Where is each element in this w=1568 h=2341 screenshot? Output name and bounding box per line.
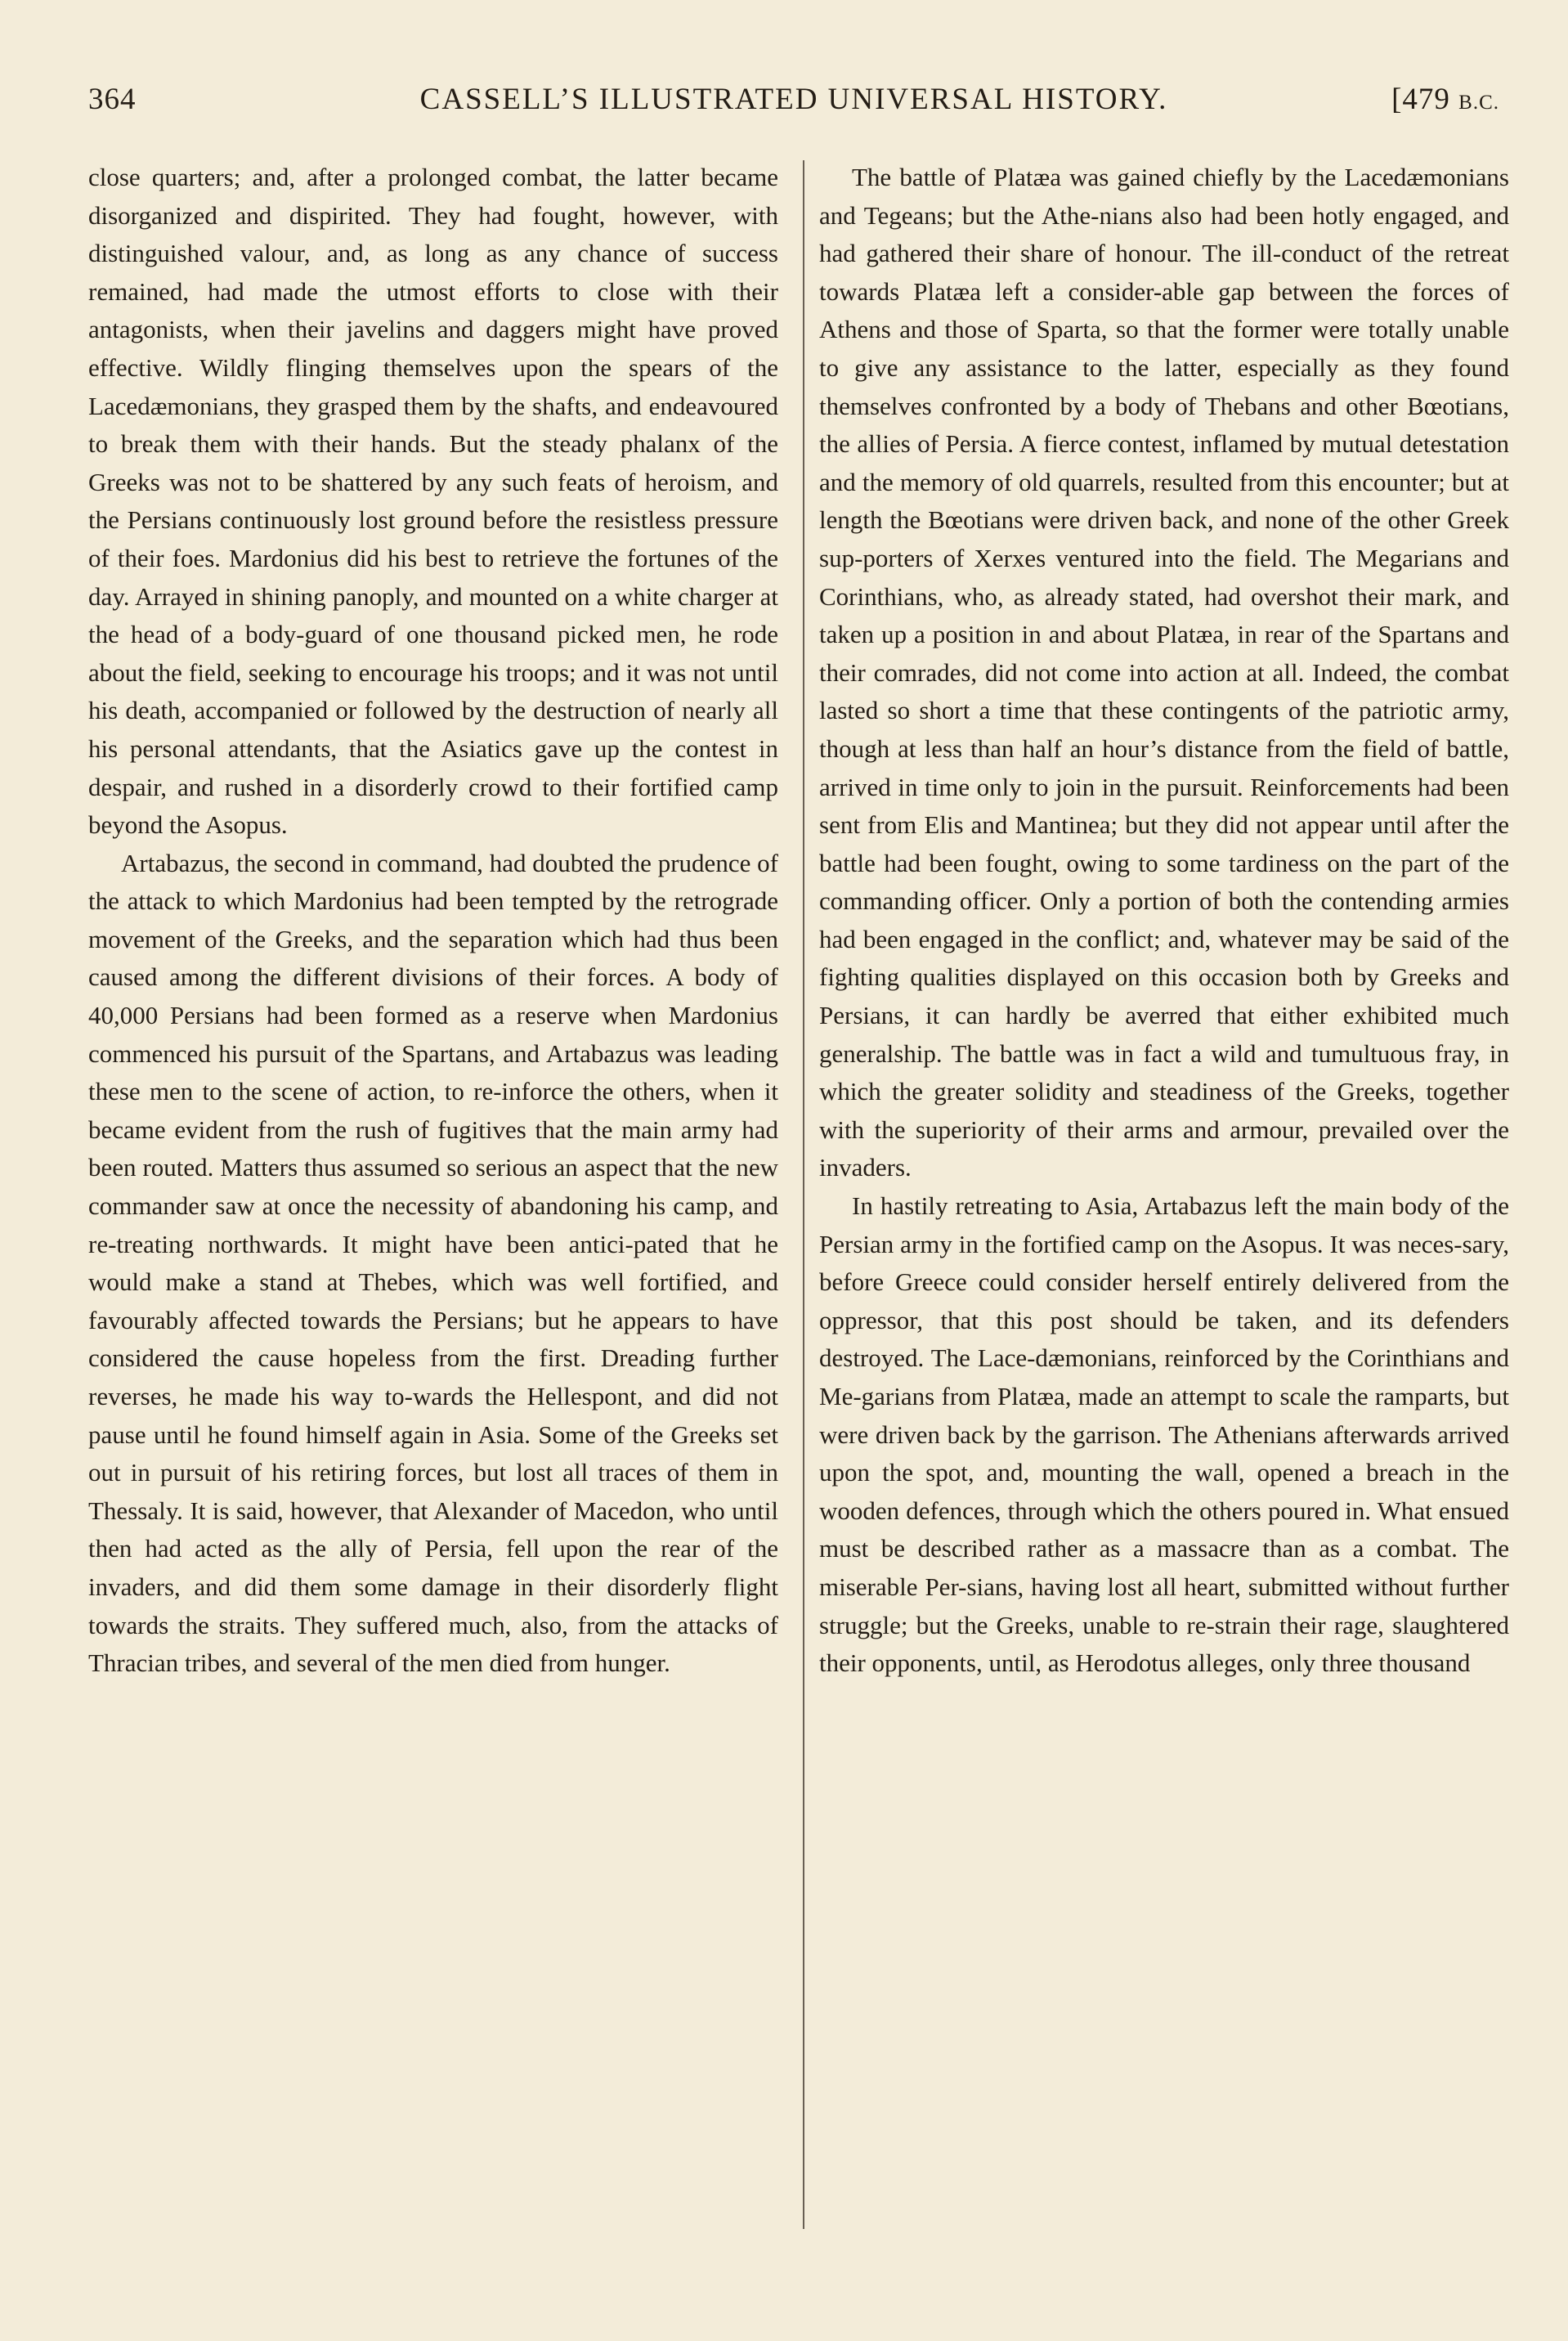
right-column bbox=[819, 159, 1509, 1683]
running-title: CASSELL’S ILLUSTRATED UNIVERSAL HISTORY. bbox=[419, 83, 1168, 116]
right-paragraph-2: In hastily retreating to Asia, Artabazus left the main body of the Persian army in the fortified camp on the Asopus. It was neces-sary, before Greece could consider herself entirely delivered from the oppressor, that this post should be taken, and its defenders destroyed. The Lace-dæmonians, reinforced by the Corinthians and Me-garians from Platæa, made an attempt to scale the ramparts, but were driven back by the garrison. The Athenians afterwards arrived upon the spot, and, mounting the wall, opened a breach in the wooden defences, through which the others poured in. What ensued must be described rather as a massacre than as a combat. The miserable Per-sians, having lost all heart, submitted without further struggle; but the Greeks, unable to re-strain their rage, slaughtered their opponents, until, as Herodotus alleges, only three thousand bbox=[819, 1191, 1509, 1678]
left-paragraph-2: Artabazus, the second in command, had doubted the prudence of the attack to which Mardonius had been tempted by the retrograde movement of the Greeks, and the separation which had thus been caused among the different divisions of their forces. A body of 40,000 Persians had been formed as a reserve when Mardonius commenced his pursuit of the Spartans, and Artabazus was leading these men to the scene of action, to re-inforce the others, when it became evident from the rush of fugitives that the main army had been routed. Matters thus assumed so serious an aspect that the new commander saw at once the necessity of abandoning his camp, and re-treating northwards. It might have been antici-pated that he would make a stand at Thebes, which was well fortified, and favourably affected towards the Persians; but he appears to have considered the cause hopeless from the first. Dreading further reverses, he made his way to-wards the Hellespont, and did not pause until he found himself again in Asia. Some of the Greeks set out in pursuit of his retiring forces, but lost all traces of them in Thessaly. It is said, however, that Alexander of Macedon, who until then had acted as the ally of Persia, fell upon the rear of the invaders, and did them some damage in their disorderly flight towards the straits. They suffered much, also, from the attacks of Thracian tribes, and several of the men died from hunger. bbox=[88, 848, 778, 1678]
column-divider bbox=[803, 160, 804, 2229]
left-paragraph-1: close quarters; and, after a prolonged combat, the latter became disorganized and dispirited. They had fought, however, with distinguished valour, and, as long as any chance of success remained, had made the utmost efforts to close with their antagonists, when their javelins and daggers might have proved effective. Wildly flinging themselves upon the spears of the Lacedæmonians, they grasped them by the shafts, and endeavoured to break them with their hands. But the steady phalanx of the Greeks was not to be shattered by any such feats of heroism, and the Persians continuously lost ground before the resistless pressure of their foes. Mardonius did his best to retrieve the fortunes of the day. Arrayed in shining panoply, and mounted on a white charger at the head of a body-guard of one thousand picked men, he rode about the field, seeking to encourage his troops; and it was not until his death, accompanied or followed by the destruction of nearly all his personal attendants, that the Asiatics gave up the contest in despair, and rushed in a disorderly crowd to their fortified camp beyond the Asopus. bbox=[88, 163, 778, 840]
date-year: [479 bbox=[1391, 83, 1450, 116]
left-column bbox=[88, 159, 778, 1683]
date-marker bbox=[1391, 82, 1499, 117]
right-paragraph-1: The battle of Platæa was gained chiefly by the Lacedæmonians and Tegeans; but the Athe-nians also had been hotly engaged, and had gathered their share of honour. The ill-conduct of the retreat towards Platæa left a consider-able gap between the forces of Athens and those of Sparta, so that the former were totally unable to give any assistance to the latter, especially as they found themselves confronted by a body of Thebans and other Bœotians, the allies of Persia. A fierce contest, inflamed by mutual detestation and the memory of old quarrels, resulted from this encounter; but at length the Bœotians were driven back, and none of the other Greek sup-porters of Xerxes ventured into the field. The Megarians and Corinthians, who, as already stated, had overshot their mark, and taken up a position in and about Platæa, in rear of the Spartans and their comrades, did not come into action at all. Indeed, the combat lasted so short a time that these contingents of the patriotic army, though at less than half an hour’s distance from the field of battle, arrived in time only to join in the pursuit. Reinforcements had been sent from Elis and Mantinea; but they did not appear until after the battle had been fought, owing to some tardiness on the part of the commanding officer. Only a portion of both the contending armies had been engaged in the conflict; and, whatever may be said of the fighting qualities displayed on this occasion both by Greeks and Persians, it can hardly be averred that either exhibited much generalship. The battle was in fact a wild and tumultuous fray, in which the greater solidity and steadiness of the Greeks, together with the superiority of their arms and armour, prevailed over the invaders. bbox=[819, 163, 1509, 1182]
page-number: 364 bbox=[88, 83, 137, 116]
date-era: B.C. bbox=[1458, 92, 1499, 114]
running-header bbox=[88, 82, 1499, 128]
